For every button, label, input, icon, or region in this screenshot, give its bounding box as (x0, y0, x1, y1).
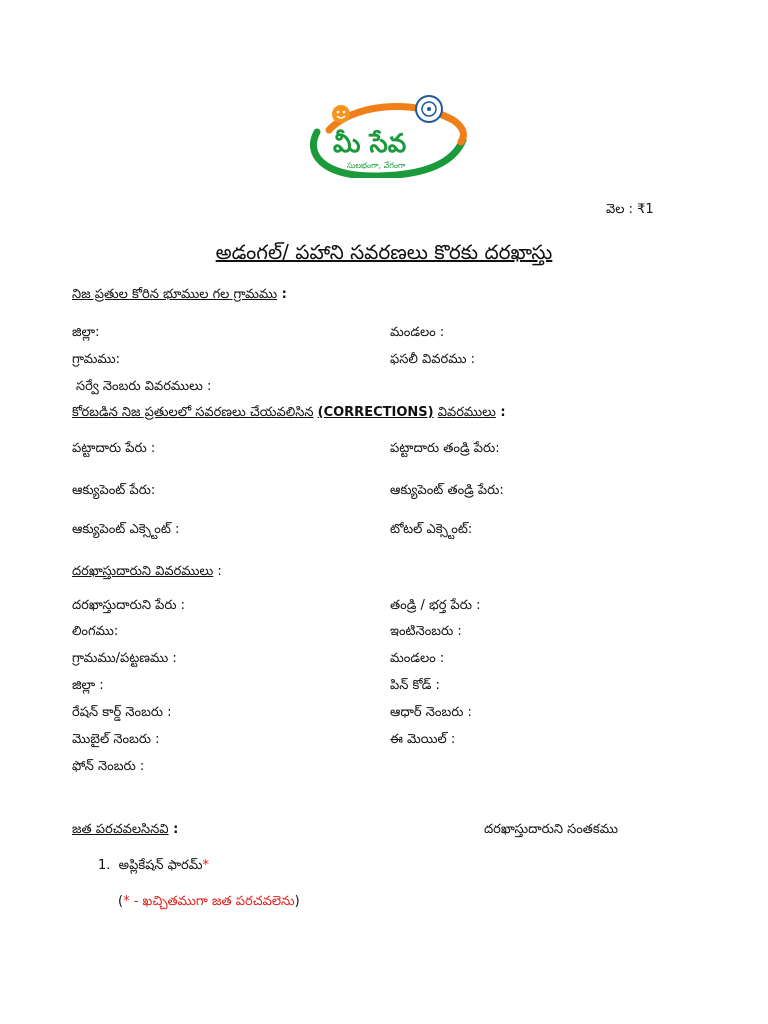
price-label: వెల : ₹1 (606, 202, 654, 217)
attachments-heading: జత పరచవలసినవి : (72, 822, 179, 837)
field-ration-card: రేషన్ కార్డ్ నెంబరు : (72, 705, 172, 720)
mee-seva-logo (303, 92, 468, 178)
field-mandal: మండలం : (390, 325, 445, 340)
field-applicant-district: జిల్లా : (72, 678, 104, 693)
smiley-icon (332, 105, 350, 123)
field-district: జిల్లా: (72, 325, 100, 340)
field-email: ఈ మెయిల్ : (390, 732, 456, 747)
field-occupant-extent: ఆక్యుపెంట్ ఎక్స్టెంట్ : (72, 522, 180, 537)
field-mobile: మొబైల్ నెంబరు : (72, 732, 160, 747)
field-aadhar: ఆధార్ నెంబరు : (390, 705, 472, 720)
field-father-husband: తండ్రి / భర్త పేరు : (390, 598, 481, 613)
state-emblem-icon (416, 96, 442, 122)
page-title: అడంగల్/ పహాని సవరణలు కొరకు దరఖాస్తు (215, 240, 553, 264)
field-total-extent: టోటల్ ఎక్స్టెంట్: (390, 522, 473, 537)
field-pincode: పిన్ కోడ్ : (390, 678, 440, 693)
field-village: గ్రామము: (72, 352, 120, 367)
logo-tagline: సులభంగా, వేగంగా (347, 161, 406, 170)
field-village-town: గ్రామము/పట్టణము : (72, 651, 177, 666)
section-applicant-heading: దరఖాస్తుదారుని వివరములు : (72, 564, 222, 579)
field-pattadar-father: పట్టాదారు తండ్రి పేరు: (390, 441, 500, 456)
logo-text: మీ సేవ (333, 129, 407, 159)
section-village-heading: నిజ ప్రతుల కోరిన భూముల గల గ్రామము : (72, 287, 287, 302)
field-applicant-mandal: మండలం : (390, 651, 445, 666)
field-gender: లింగము: (72, 624, 119, 639)
field-survey: సర్వే నెంబరు వివరములు : (76, 379, 212, 394)
mandatory-note: (* - ఖచ్చితముగా జత పరచవలెను) (118, 894, 300, 909)
field-phone: ఫోన్ నెంబరు : (72, 759, 145, 774)
field-pattadar-name: పట్టాదారు పేరు : (72, 441, 156, 456)
applicant-signature-label: దరఖాస్తుదారుని సంతకము (484, 822, 618, 837)
attachment-item: 1. అప్లికేషన్ ఫారమ్* (98, 858, 209, 873)
field-fasli: ఫసలీ వివరము : (390, 352, 475, 367)
field-occupant-father: ఆక్యుపెంట్ తండ్రి పేరు: (390, 483, 504, 498)
field-house-no: ఇంటినెంబరు : (390, 624, 462, 639)
section-corrections-heading: కోరబడిన నిజ ప్రతులలో సవరణలు చేయవలిసిన (CORRECTIONS) వివరములు : (72, 405, 506, 420)
field-occupant-name: ఆక్యుపెంట్ పేరు: (72, 483, 156, 498)
field-applicant-name: దరఖాస్తుదారుని పేరు : (72, 598, 186, 613)
